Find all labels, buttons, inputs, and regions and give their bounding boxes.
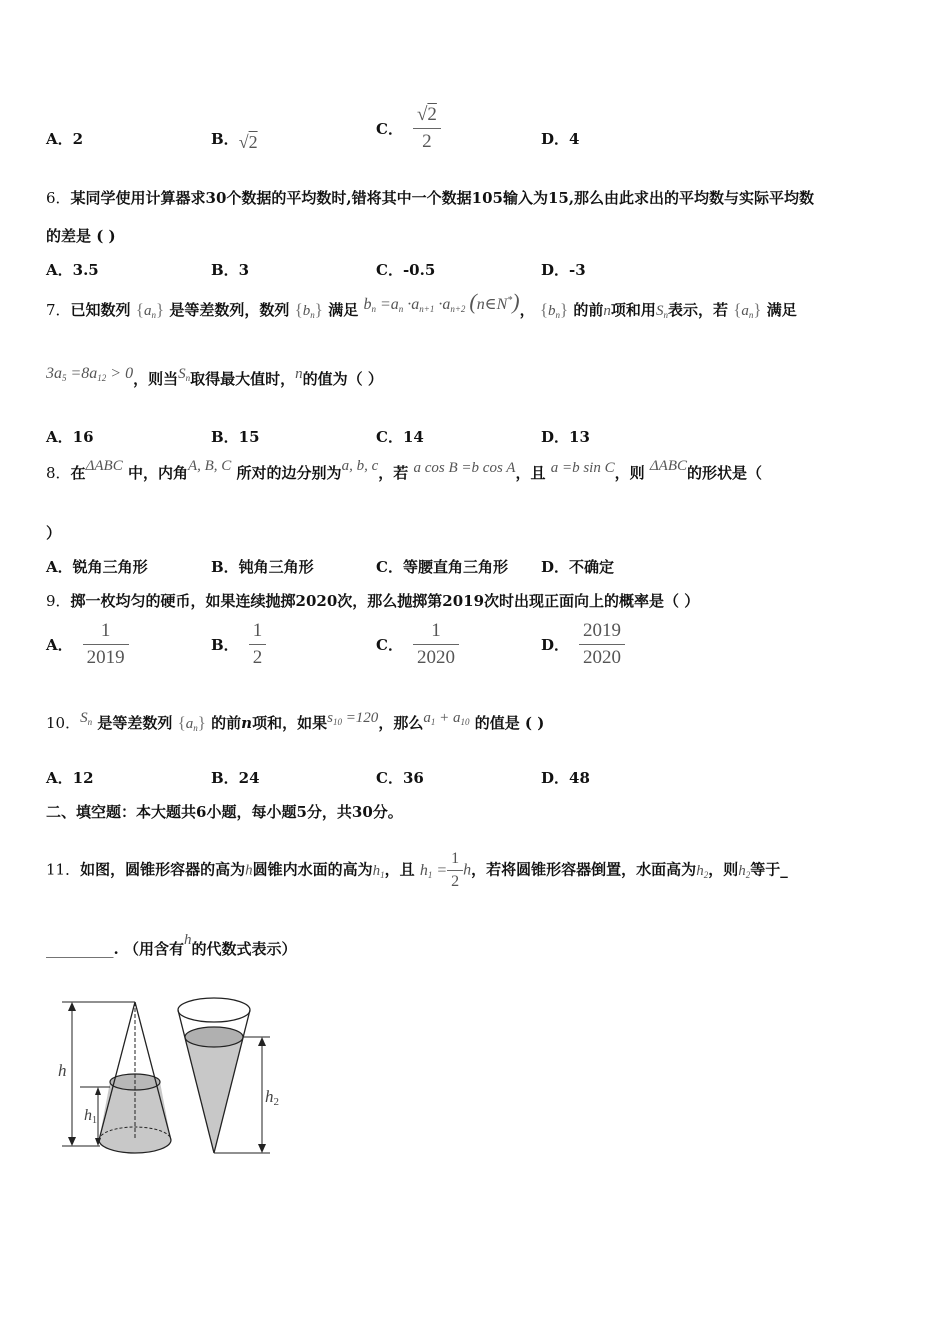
q9-option-b-num: 1 xyxy=(249,620,267,645)
q7-text-1: 已知数列 xyxy=(70,301,131,319)
q7-line2: $3a_5 =8a_{12} > 0$，则当$S_n$取得最大值时，n的值为（ ） xyxy=(46,365,383,388)
q9-option-d-den: 2020 xyxy=(583,647,622,668)
q9-option-b-den: 2 xyxy=(252,647,263,668)
q10-text-6: 的值是 ( ) xyxy=(474,714,545,732)
q9-option-c xyxy=(376,620,459,669)
q11-text-8: 的代数式表示） xyxy=(191,940,297,958)
q9-option-c-label: C． xyxy=(376,636,403,654)
q8-text-5: ，且 xyxy=(515,464,546,482)
q6-option-a: A．3.5 xyxy=(46,261,99,279)
q5-option-a: A．2 xyxy=(46,130,84,148)
q5-option-b-value: 2 xyxy=(248,132,258,152)
q10-option-b: B．24 xyxy=(211,769,260,787)
q7-option-b: B．15 xyxy=(211,428,260,446)
q7-text-7: 满足 xyxy=(766,301,797,319)
q7-text-2: 是等差数列，数列 xyxy=(169,301,290,319)
q7-option-d: D．13 xyxy=(541,428,590,446)
q8-text-7: 的形状是（ xyxy=(687,464,763,482)
q10-text-1: 是等差数列 xyxy=(97,714,173,732)
q7-text-4: 的前 xyxy=(573,301,604,319)
q10-option-d: D．48 xyxy=(541,769,590,787)
q7-text-6: 表示，若 xyxy=(667,301,728,319)
q8-number: 8． xyxy=(46,464,71,482)
label-h2: h2 xyxy=(265,1087,279,1108)
q11-text-7: . （用含有 xyxy=(113,940,184,958)
q8-option-a: A．锐角三角形 xyxy=(46,558,148,576)
q5-option-c-label: C． xyxy=(376,120,403,138)
q11-line1: 11．如图，圆锥形容器的高为h圆锥内水面的高为$h_1$，且 $h_1$ = $\frac{1}{2}$ h，若将圆锥形容器倒置，水面高为$h_2$，则$h_2$等于_ xyxy=(46,850,788,890)
q11-text-6: 等于_ xyxy=(750,860,788,879)
q7-text-10: 的值为（ ） xyxy=(302,370,383,388)
q9-option-b-label: B． xyxy=(211,636,239,654)
q9-option-a-label: A． xyxy=(46,636,73,654)
label-h1: h1 xyxy=(84,1107,97,1126)
q7-text-3: 满足 xyxy=(328,301,359,319)
q7-option-a: A．16 xyxy=(46,428,94,446)
q8-text-2: 中，内角 xyxy=(127,464,188,482)
upright-cone xyxy=(58,1002,171,1153)
q6-option-c: C．-0.5 xyxy=(376,261,436,279)
q10-option-a: A．12 xyxy=(46,769,94,787)
q9-option-a-num: 1 xyxy=(83,620,129,645)
q7-text-8: ，则当 xyxy=(133,370,179,388)
q10-number: 10． xyxy=(46,714,81,732)
q7-text-5: 项和用 xyxy=(610,301,656,319)
q10-text-2: 的前 xyxy=(211,714,242,732)
q9-option-b xyxy=(211,620,266,669)
label-h: h xyxy=(58,1061,67,1080)
q5-option-c-num: 2 xyxy=(427,104,437,125)
q8-option-c: C．等腰直角三角形 xyxy=(376,558,508,576)
q9-option-c-num: 1 xyxy=(413,620,459,645)
q9-number: 9． xyxy=(46,592,71,610)
q7-text-9: 取得最大值时， xyxy=(190,370,296,388)
q9-option-a-den: 2019 xyxy=(86,647,125,668)
q11-text-5: ，则 xyxy=(708,860,739,879)
q6-line2: 的差是 ( ) xyxy=(46,227,116,245)
q9-option-d xyxy=(541,620,625,669)
q10-option-c: C．36 xyxy=(376,769,424,787)
q5-option-c: C． $\frac{√2}{2}$ xyxy=(376,104,441,153)
q5-option-b-label: B． xyxy=(211,130,239,148)
q10-text-5: ，那么 xyxy=(378,714,424,732)
q9-option-d-label: D． xyxy=(541,636,570,654)
q8-line1: 8．在ΔABC 中，内角A, B, C 所对的边分别为a, b, c，若 a cos B =b cos A，且 a =b sin C，则 ΔABC的形状是（ xyxy=(46,458,763,482)
cone-figure xyxy=(50,990,300,1170)
inverted-cone xyxy=(178,998,279,1153)
q9-option-a xyxy=(46,620,129,669)
q11-number: 11． xyxy=(46,860,81,879)
q6-number: 6． xyxy=(46,189,71,207)
q10-text-3: n xyxy=(241,714,253,732)
q11-blank: _________ xyxy=(46,940,114,958)
q7-option-c: C．14 xyxy=(376,428,424,446)
q5-option-c-den: 2 xyxy=(422,131,432,152)
q11-text-2: 圆锥内水面的高为 xyxy=(252,860,373,879)
q8-text-4: ，若 xyxy=(378,464,409,482)
q7-line1: 7．已知数列 $\{a_n\}$ 是等差数列，数列 $\{b_n\}$ 满足 $b_n =a_n \cdot a_{n+1} \cdot a_{n+2}$ (n∈N*)， $\{b_n\}$ 的前n项和用$S_n$表示，若 $\{a_n\}$ 满足 xyxy=(46,289,797,320)
q11-text-3: ，且 xyxy=(384,860,415,879)
q6-option-b: B．3 xyxy=(211,261,250,279)
q9-line1 xyxy=(46,590,699,611)
section-2-heading: 二、填空题：本大题共6小题，每小题5分，共30分。 xyxy=(46,803,403,821)
q9-option-d-num: 2019 xyxy=(579,620,625,645)
q11-text-4: ，若将圆锥形容器倒置，水面高为 xyxy=(471,860,697,879)
q10-text-4: 项和，如果 xyxy=(252,714,328,732)
q6-option-d: D．-3 xyxy=(541,261,586,279)
q8-text-6: ，则 xyxy=(614,464,645,482)
q8-option-b: B．钝角三角形 xyxy=(211,558,314,576)
q11-text-1: 如图，圆锥形容器的高为 xyxy=(80,860,246,879)
q8-text-3: 所对的边分别为 xyxy=(236,464,342,482)
q6-line1 xyxy=(46,187,814,208)
q9-option-c-den: 2020 xyxy=(416,647,455,668)
q11-line2: _________. （用含有h的代数式表示） xyxy=(46,932,297,958)
q8-text-1: 在 xyxy=(70,464,86,482)
q6-text: 某同学使用计算器求30个数据的平均数时,错将其中一个数据105输入为15,那么由此求出的平均数与实际平均数 xyxy=(70,189,815,207)
q7-number: 7． xyxy=(46,301,71,319)
q5-option-d: D．4 xyxy=(541,130,580,148)
q10-line1: 10．$S_n$ 是等差数列 $\{a_n\}$ 的前n项和，如果$s_{10} =120$，那么$a_1 + a_{10}$ 的值是 ( ) xyxy=(46,710,545,733)
q8-option-d: D．不确定 xyxy=(541,558,615,576)
q5-option-b: B．√2 xyxy=(211,130,258,152)
q9-text: 掷一枚均匀的硬币，如果连续抛掷2020次，那么抛掷第2019次时出现正面向上的概率是（ ） xyxy=(70,592,700,610)
q8-line2: ） xyxy=(46,524,62,542)
